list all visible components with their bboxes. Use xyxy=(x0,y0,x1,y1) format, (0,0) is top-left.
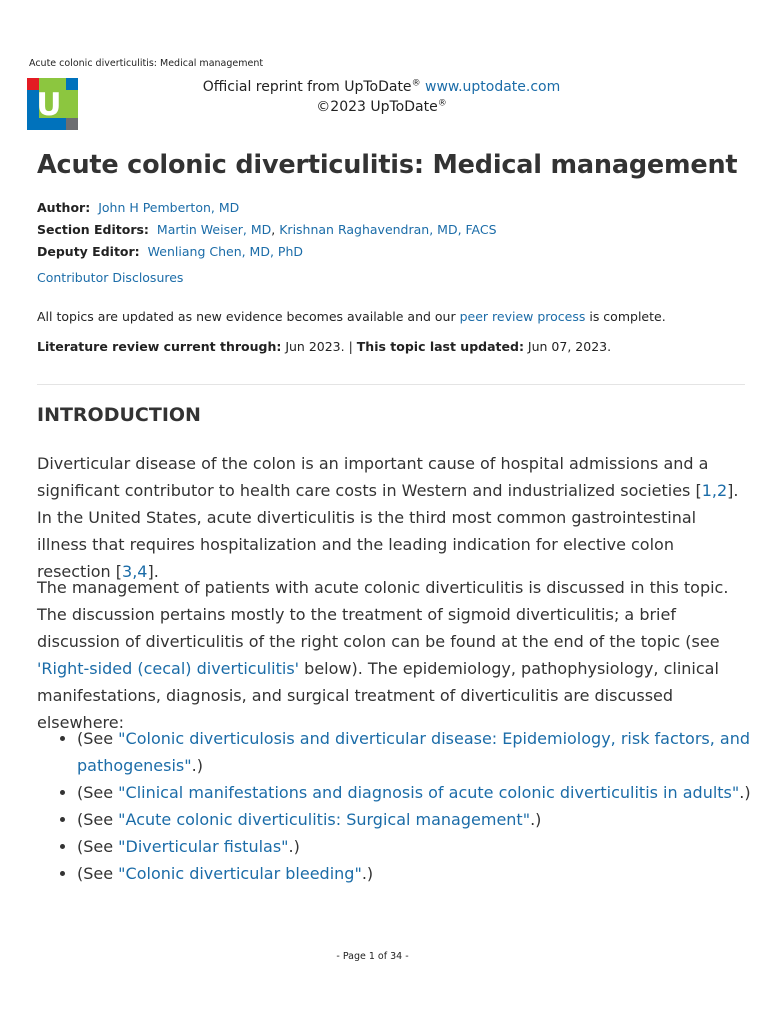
uptodate-link[interactable]: www.uptodate.com xyxy=(425,79,561,95)
lit-review-value: Jun 2023. | xyxy=(281,339,357,354)
introduction-heading: INTRODUCTION xyxy=(37,404,201,426)
reference-link[interactable]: 1,2 xyxy=(701,481,728,500)
reference-link[interactable]: 3,4 xyxy=(122,562,148,581)
list-item: • (See "Colonic diverticular bleeding".) xyxy=(77,860,768,887)
article-credits xyxy=(37,197,497,263)
intro-paragraph-1: Diverticular disease of the colon is an important cause of hospital admissions and a significant contributor to health care costs in Western and industrialized societies [1,2]. In the United States, acute diverticulitis is the third most common gastrointestinal illness that requires hospitalization and the leading indication for elective colon resection [3,4]. xyxy=(37,454,739,581)
section-editors-label: Section Editors: xyxy=(37,222,149,237)
list-item: • (See "Colonic diverticulosis and diverticular disease: Epidemiology, risk factors, and pathogenesis".) xyxy=(77,725,768,779)
section-editor-link-1[interactable]: Martin Weiser, MD xyxy=(156,222,272,237)
last-updated-value: Jun 07, 2023. xyxy=(523,339,612,354)
page-footer: - Page 1 of 34 - xyxy=(336,951,409,962)
list-item: • (See "Diverticular fistulas".) xyxy=(77,833,768,860)
list-item: • (See "Clinical manifestations and diagnosis of acute colonic diverticulitis in adults".) xyxy=(77,779,768,806)
reprint-notice xyxy=(0,77,763,117)
update-note: All topics are updated as new evidence becomes available and our peer review process is complete. xyxy=(37,309,666,324)
author-label: Author: xyxy=(37,200,91,215)
logo-letter: U xyxy=(36,87,62,123)
intro-paragraph-2: The management of patients with acute colonic diverticulitis is discussed in this topic. The discussion pertains mostly to the treatment of sigmoid diverticulitis; a brief discussion of diverticulitis of the right colon can be found at the end of the topic (see 'Right-sided (cecal) diverticulitis' below). The epidemiology, pathophysiology, clinical manifestations, diagnosis, and surgical treatment of diverticulitis are discussed elsewhere: xyxy=(37,578,729,732)
topic-link[interactable]: "Acute colonic diverticulitis: Surgical management" xyxy=(118,810,531,829)
lit-review-label: Literature review current through: xyxy=(37,339,282,354)
section-editor-link-2[interactable]: Krishnan Raghavendran, MD, FACS xyxy=(279,222,497,237)
right-sided-diverticulitis-link[interactable]: 'Right-sided (cecal) diverticulitis' xyxy=(37,659,300,678)
topic-link[interactable]: "Diverticular fistulas" xyxy=(118,837,289,856)
deputy-editor-row xyxy=(37,241,497,263)
topic-link[interactable]: "Colonic diverticular bleeding" xyxy=(118,864,362,883)
author-row xyxy=(37,197,497,219)
deputy-editor-link[interactable]: Wenliang Chen, MD, PhD xyxy=(147,244,304,259)
review-dates xyxy=(37,339,611,354)
last-updated-label: This topic last updated: xyxy=(356,339,524,354)
peer-review-link[interactable]: peer review process xyxy=(459,309,586,324)
reprint-line-1: Official reprint from UpToDate® www.uptodate.com xyxy=(202,78,561,95)
topic-link[interactable]: "Colonic diverticulosis and diverticular disease: Epidemiology, risk factors, and pathogenesis" xyxy=(77,729,751,775)
section-editors-row: Section Editors: Martin Weiser, MD, Krishnan Raghavendran, MD, FACS xyxy=(37,222,497,237)
article-title: Acute colonic diverticulitis: Medical management xyxy=(37,150,738,180)
list-item: • (See "Acute colonic diverticulitis: Surgical management".) xyxy=(77,806,768,833)
deputy-editor-label: Deputy Editor: xyxy=(37,244,140,259)
page-header-title: Acute colonic diverticulitis: Medical management xyxy=(29,58,264,69)
related-topics-list xyxy=(37,725,768,887)
author-link[interactable]: John H Pemberton, MD xyxy=(98,200,240,215)
section-divider xyxy=(37,384,745,385)
contributor-disclosures-link[interactable]: Contributor Disclosures xyxy=(37,270,184,285)
topic-link[interactable]: "Clinical manifestations and diagnosis of acute colonic diverticulitis in adults" xyxy=(118,783,740,802)
reprint-line-2: ©2023 UpToDate® xyxy=(316,98,447,115)
